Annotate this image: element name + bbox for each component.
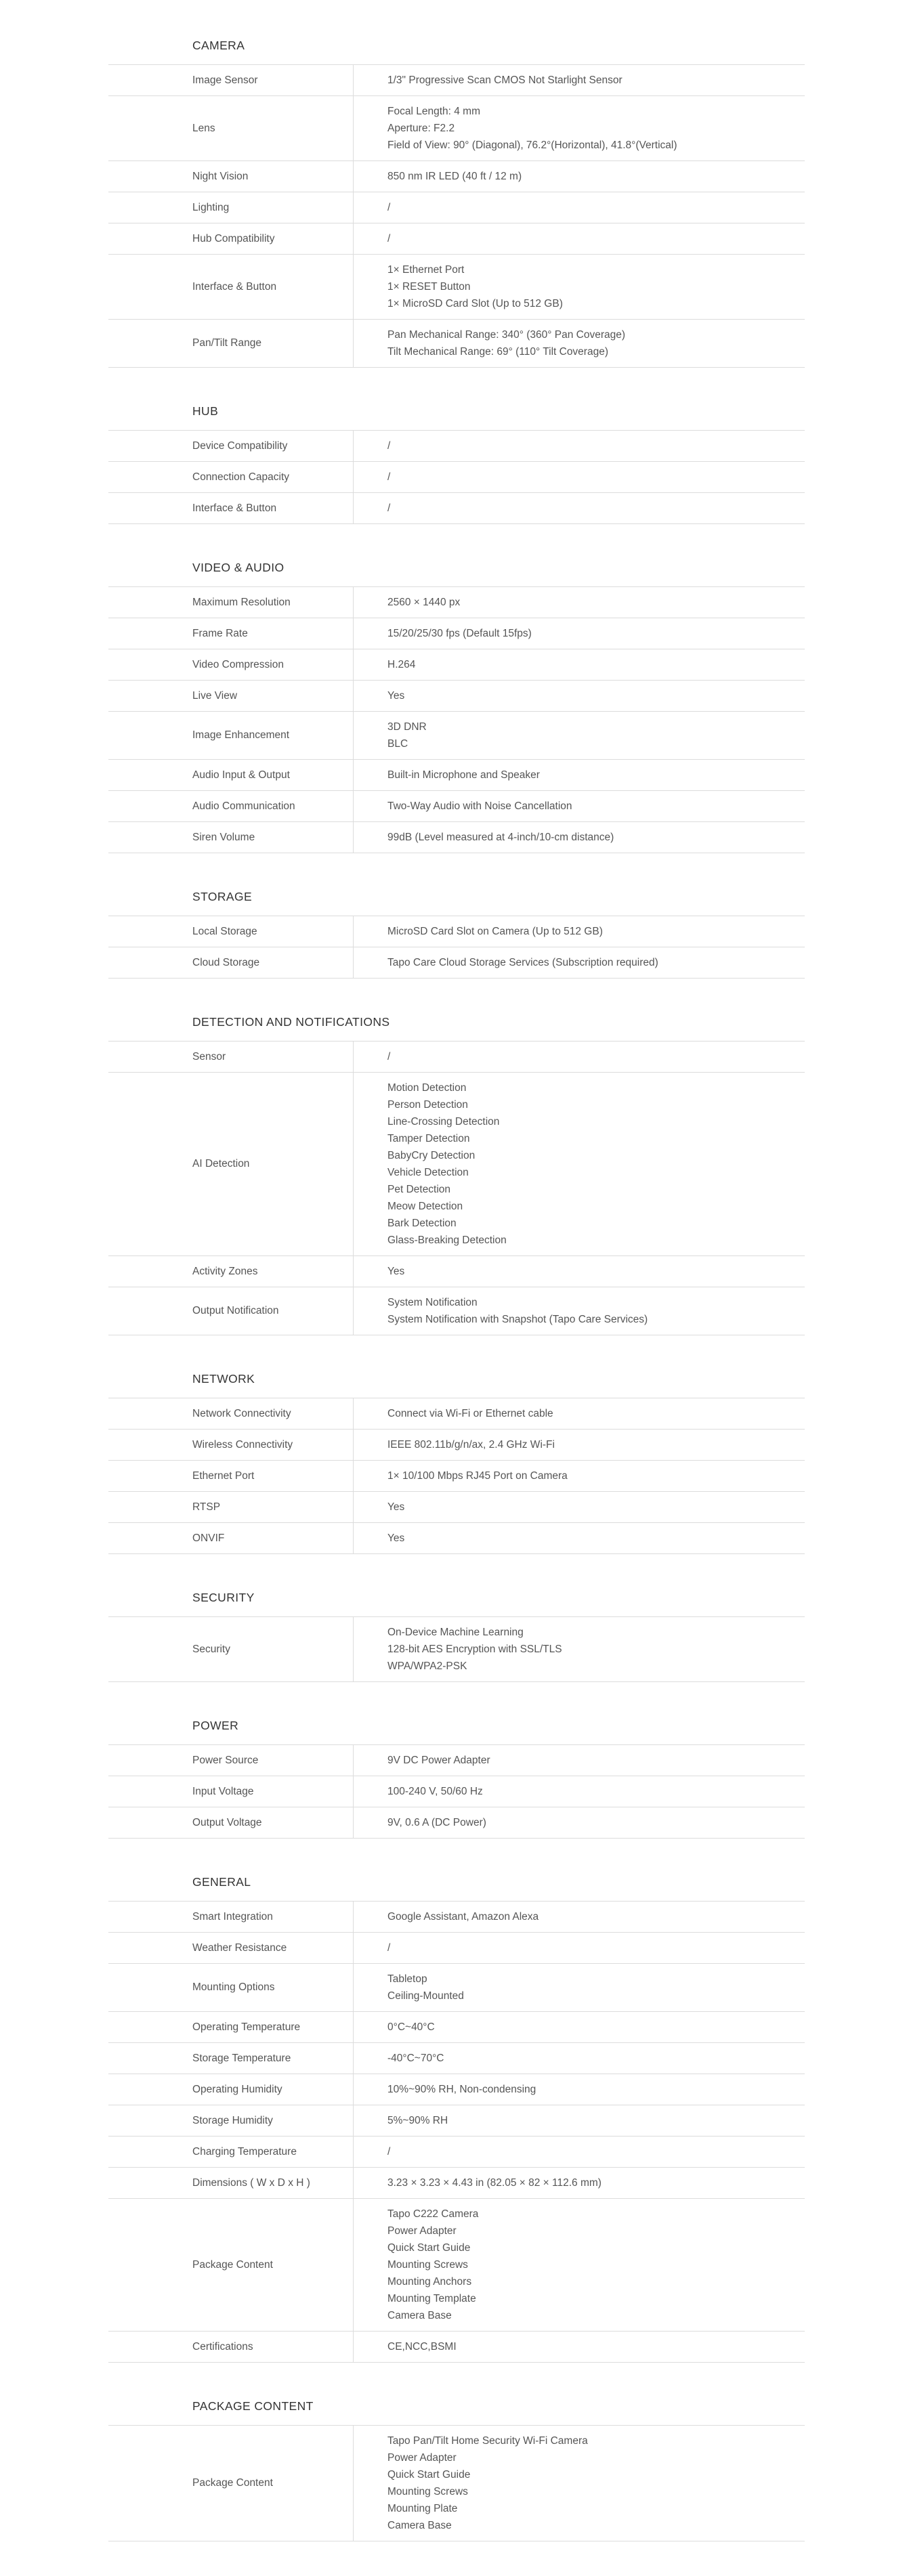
spec-value — [354, 161, 805, 192]
spec-value — [354, 822, 805, 853]
spec-label: ONVIF — [108, 1523, 354, 1553]
spec-value — [354, 223, 805, 254]
spec-value-line: Yes — [387, 1501, 405, 1513]
spec-value-line: BabyCry Detection — [387, 1150, 476, 1161]
spec-row-local-storage — [108, 916, 805, 947]
specifications-page — [108, 0, 805, 2541]
spec-section-video-audio — [108, 559, 805, 853]
spec-value-line: Field of View: 90° (Diagonal), 76.2°(Horizontal), 41.8°(Vertical) — [387, 139, 677, 151]
spec-value-line: Person Detection — [387, 1099, 468, 1111]
spec-section-detection-and-notifications — [108, 1013, 805, 1335]
spec-label: Operating Temperature — [108, 2012, 354, 2042]
spec-value-line: H.264 — [387, 659, 416, 670]
spec-row-package-content — [108, 2199, 805, 2332]
spec-value — [354, 2137, 805, 2167]
spec-label: Cloud Storage — [108, 947, 354, 978]
spec-value-line: 100-240 V, 50/60 Hz — [387, 1786, 483, 1797]
spec-value-line: Mounting Plate — [387, 2503, 458, 2514]
spec-value-line: Tapo Care Cloud Storage Services (Subscription required) — [387, 957, 658, 968]
spec-label: Wireless Connectivity — [108, 1430, 354, 1460]
spec-value-line: Glass-Breaking Detection — [387, 1235, 507, 1246]
spec-value-line: CE,NCC,BSMI — [387, 2341, 457, 2353]
spec-table — [108, 916, 805, 979]
spec-value-line: 3.23 × 3.23 × 4.43 in (82.05 × 82 × 112.6 mm) — [387, 2177, 602, 2189]
section-title: PACKAGE CONTENT — [192, 2399, 314, 2413]
spec-value — [354, 2426, 805, 2541]
spec-table — [108, 1041, 805, 1335]
spec-label: Input Voltage — [108, 1776, 354, 1807]
spec-value-line: System Notification with Snapshot (Tapo Care Services) — [387, 1314, 648, 1325]
spec-label: Maximum Resolution — [108, 587, 354, 618]
spec-row-activity-zones — [108, 1256, 805, 1287]
spec-value — [354, 760, 805, 790]
spec-row-storage-humidity — [108, 2105, 805, 2137]
spec-value-line: Ceiling-Mounted — [387, 1990, 464, 2002]
spec-value-line: / — [387, 1942, 391, 1954]
spec-value — [354, 65, 805, 95]
spec-row-ethernet-port — [108, 1461, 805, 1492]
spec-value-line: Power Adapter — [387, 2452, 457, 2464]
spec-label: Ethernet Port — [108, 1461, 354, 1491]
spec-value-line: 99dB (Level measured at 4-inch/10-cm distance) — [387, 832, 614, 843]
spec-value-line: Pan Mechanical Range: 340° (360° Pan Coverage) — [387, 329, 626, 341]
spec-label: Storage Temperature — [108, 2043, 354, 2074]
spec-value — [354, 1256, 805, 1287]
spec-value-line: 850 nm IR LED (40 ft / 12 m) — [387, 171, 522, 182]
spec-label: Image Enhancement — [108, 712, 354, 759]
section-title: POWER — [192, 1719, 239, 1732]
spec-table — [108, 586, 805, 853]
spec-table — [108, 1901, 805, 2363]
spec-value-line: Quick Start Guide — [387, 2242, 471, 2254]
section-title: HUB — [192, 404, 219, 418]
spec-value-line: Meow Detection — [387, 1201, 463, 1212]
spec-row-siren-volume — [108, 822, 805, 853]
spec-row-package-content — [108, 2426, 805, 2541]
spec-value-line: 10%~90% RH, Non-condensing — [387, 2084, 536, 2095]
spec-value — [354, 1776, 805, 1807]
spec-value-line: / — [387, 1051, 391, 1062]
spec-row-weather-resistance — [108, 1933, 805, 1964]
spec-value — [354, 493, 805, 523]
spec-label: Package Content — [108, 2199, 354, 2331]
spec-value-line: 1× Ethernet Port — [387, 264, 465, 276]
spec-table — [108, 1398, 805, 1554]
spec-row-video-compression — [108, 649, 805, 681]
spec-value — [354, 2168, 805, 2198]
spec-value — [354, 681, 805, 711]
spec-row-audio-communication — [108, 791, 805, 822]
spec-value-line: Tilt Mechanical Range: 69° (110° Tilt Coverage) — [387, 346, 608, 358]
spec-row-charging-temperature — [108, 2137, 805, 2168]
spec-value — [354, 1073, 805, 1255]
spec-label: Video Compression — [108, 649, 354, 680]
spec-value-line: Mounting Screws — [387, 2259, 468, 2271]
spec-label: Security — [108, 1617, 354, 1681]
spec-value — [354, 916, 805, 947]
spec-section-power — [108, 1717, 805, 1839]
spec-value — [354, 255, 805, 319]
spec-row-lighting — [108, 192, 805, 223]
spec-value-line: MicroSD Card Slot on Camera (Up to 512 GB) — [387, 926, 603, 937]
spec-value-line: / — [387, 502, 391, 514]
spec-row-live-view — [108, 681, 805, 712]
spec-section-security — [108, 1589, 805, 1682]
spec-value-line: Yes — [387, 1266, 405, 1277]
spec-value-line: 0°C~40°C — [387, 2021, 435, 2033]
spec-table — [108, 1744, 805, 1839]
spec-value-line: / — [387, 2146, 391, 2158]
spec-label: RTSP — [108, 1492, 354, 1522]
spec-section-network — [108, 1370, 805, 1554]
spec-value — [354, 96, 805, 160]
spec-row-smart-integration — [108, 1902, 805, 1933]
spec-value — [354, 649, 805, 680]
spec-value-line: Built-in Microphone and Speaker — [387, 769, 540, 781]
spec-row-maximum-resolution — [108, 587, 805, 618]
spec-value-line: Mounting Screws — [387, 2486, 468, 2497]
spec-row-night-vision — [108, 161, 805, 192]
spec-value-line: Tamper Detection — [387, 1133, 470, 1144]
spec-value-line: Line-Crossing Detection — [387, 1116, 500, 1128]
spec-value-line: / — [387, 440, 391, 452]
spec-value-line: / — [387, 471, 391, 483]
spec-section-camera — [108, 37, 805, 368]
spec-row-device-compatibility — [108, 431, 805, 462]
spec-value — [354, 1042, 805, 1072]
spec-value-line: 5%~90% RH — [387, 2115, 448, 2126]
spec-value-line: Pet Detection — [387, 1184, 451, 1195]
spec-label: Mounting Options — [108, 1964, 354, 2011]
spec-label: Output Voltage — [108, 1807, 354, 1838]
spec-row-output-voltage — [108, 1807, 805, 1839]
spec-value-line: 9V DC Power Adapter — [387, 1755, 490, 1766]
spec-row-pan-tilt-range — [108, 320, 805, 368]
spec-value — [354, 431, 805, 461]
spec-row-input-voltage — [108, 1776, 805, 1807]
spec-label: Hub Compatibility — [108, 223, 354, 254]
spec-value — [354, 791, 805, 821]
spec-value — [354, 1745, 805, 1776]
spec-value-line: Tapo C222 Camera — [387, 2208, 479, 2220]
spec-label: Interface & Button — [108, 493, 354, 523]
spec-value — [354, 1492, 805, 1522]
spec-value-line: Vehicle Detection — [387, 1167, 469, 1178]
spec-value — [354, 712, 805, 759]
spec-value-line: BLC — [387, 738, 408, 750]
spec-value — [354, 192, 805, 223]
spec-value-line: / — [387, 202, 391, 213]
spec-value-line: 15/20/25/30 fps (Default 15fps) — [387, 628, 532, 639]
spec-value-line: Tabletop — [387, 1973, 427, 1985]
spec-table — [108, 2425, 805, 2541]
spec-row-output-notification — [108, 1287, 805, 1335]
spec-row-connection-capacity — [108, 462, 805, 493]
spec-value — [354, 2105, 805, 2136]
spec-value-line: Tapo Pan/Tilt Home Security Wi-Fi Camera — [387, 2435, 588, 2447]
spec-table — [108, 1616, 805, 1682]
spec-value — [354, 1617, 805, 1681]
section-title: DETECTION AND NOTIFICATIONS — [192, 1015, 390, 1029]
spec-row-rtsp — [108, 1492, 805, 1523]
spec-row-frame-rate — [108, 618, 805, 649]
spec-section-storage — [108, 888, 805, 979]
spec-row-operating-humidity — [108, 2074, 805, 2105]
section-title: STORAGE — [192, 890, 253, 903]
spec-section-package-content — [108, 2397, 805, 2541]
spec-label: Local Storage — [108, 916, 354, 947]
spec-row-security — [108, 1617, 805, 1682]
spec-label: Night Vision — [108, 161, 354, 192]
spec-value-line: Aperture: F2.2 — [387, 123, 455, 134]
spec-value — [354, 1964, 805, 2011]
spec-value-line: / — [387, 233, 391, 244]
spec-label: Live View — [108, 681, 354, 711]
spec-row-certifications — [108, 2332, 805, 2363]
spec-label: Lighting — [108, 192, 354, 223]
spec-value-line: Yes — [387, 1532, 405, 1544]
spec-value — [354, 2074, 805, 2105]
spec-label: Dimensions ( W x D x H ) — [108, 2168, 354, 2198]
spec-label: Power Source — [108, 1745, 354, 1776]
spec-label: Smart Integration — [108, 1902, 354, 1932]
spec-value — [354, 320, 805, 367]
spec-value-line: -40°C~70°C — [387, 2053, 444, 2064]
spec-value — [354, 1430, 805, 1460]
spec-row-cloud-storage — [108, 947, 805, 979]
section-title: CAMERA — [192, 39, 245, 52]
spec-value — [354, 1902, 805, 1932]
spec-value-line: On-Device Machine Learning — [387, 1627, 524, 1638]
spec-label: Image Sensor — [108, 65, 354, 95]
spec-value-line: 3D DNR — [387, 721, 427, 733]
spec-label: Output Notification — [108, 1287, 354, 1335]
spec-label: Device Compatibility — [108, 431, 354, 461]
spec-label: Weather Resistance — [108, 1933, 354, 1963]
spec-label: AI Detection — [108, 1073, 354, 1255]
spec-value-line: Yes — [387, 690, 405, 702]
spec-value — [354, 1287, 805, 1335]
spec-row-audio-input-output — [108, 760, 805, 791]
spec-value-line: Mounting Anchors — [387, 2276, 472, 2288]
spec-value-line: Quick Start Guide — [387, 2469, 471, 2481]
spec-value — [354, 1523, 805, 1553]
spec-value — [354, 1933, 805, 1963]
spec-value — [354, 1807, 805, 1838]
spec-label: Storage Humidity — [108, 2105, 354, 2136]
spec-row-interface-button — [108, 255, 805, 320]
spec-value — [354, 2043, 805, 2074]
spec-value-line: 2560 × 1440 px — [387, 597, 461, 608]
spec-value-line: System Notification — [387, 1297, 478, 1308]
spec-row-mounting-options — [108, 1964, 805, 2012]
spec-value — [354, 2332, 805, 2362]
section-title: VIDEO & AUDIO — [192, 561, 284, 574]
spec-label: Charging Temperature — [108, 2137, 354, 2167]
spec-label: Frame Rate — [108, 618, 354, 649]
spec-value-line: Focal Length: 4 mm — [387, 106, 480, 117]
spec-label: Audio Communication — [108, 791, 354, 821]
spec-label: Interface & Button — [108, 255, 354, 319]
spec-label: Pan/Tilt Range — [108, 320, 354, 367]
spec-value — [354, 1461, 805, 1491]
spec-value-line: Connect via Wi-Fi or Ethernet cable — [387, 1408, 553, 1419]
spec-table — [108, 64, 805, 368]
spec-value-line: WPA/WPA2-PSK — [387, 1660, 467, 1672]
spec-value-line: 1× RESET Button — [387, 281, 471, 293]
spec-row-operating-temperature — [108, 2012, 805, 2043]
spec-value-line: 1× 10/100 Mbps RJ45 Port on Camera — [387, 1470, 568, 1482]
spec-row-wireless-connectivity — [108, 1430, 805, 1461]
spec-row-dimensions-w-x-d-x-h — [108, 2168, 805, 2199]
spec-label: Network Connectivity — [108, 1398, 354, 1429]
spec-value-line: IEEE 802.11b/g/n/ax, 2.4 GHz Wi-Fi — [387, 1439, 555, 1451]
spec-label: Audio Input & Output — [108, 760, 354, 790]
spec-row-lens — [108, 96, 805, 161]
spec-row-storage-temperature — [108, 2043, 805, 2074]
spec-value-line: Camera Base — [387, 2520, 452, 2531]
spec-value-line: 1/3" Progressive Scan CMOS Not Starlight Sensor — [387, 74, 623, 86]
spec-value — [354, 1398, 805, 1429]
spec-value — [354, 462, 805, 492]
section-title: GENERAL — [192, 1875, 251, 1889]
section-title: NETWORK — [192, 1372, 255, 1386]
spec-label: Lens — [108, 96, 354, 160]
spec-section-general — [108, 1873, 805, 2363]
spec-row-power-source — [108, 1745, 805, 1776]
spec-label: Certifications — [108, 2332, 354, 2362]
spec-row-image-sensor — [108, 65, 805, 96]
spec-value-line: 9V, 0.6 A (DC Power) — [387, 1817, 486, 1828]
spec-value-line: Power Adapter — [387, 2225, 457, 2237]
spec-label: Sensor — [108, 1042, 354, 1072]
spec-row-interface-button — [108, 493, 805, 524]
spec-value — [354, 2199, 805, 2331]
spec-value-line: Motion Detection — [387, 1082, 467, 1094]
spec-row-network-connectivity — [108, 1398, 805, 1430]
spec-label: Operating Humidity — [108, 2074, 354, 2105]
spec-value — [354, 618, 805, 649]
spec-value-line: Bark Detection — [387, 1218, 457, 1229]
spec-section-hub — [108, 402, 805, 524]
spec-row-image-enhancement — [108, 712, 805, 760]
spec-value — [354, 2012, 805, 2042]
spec-value-line: 1× MicroSD Card Slot (Up to 512 GB) — [387, 298, 563, 309]
spec-value-line: Camera Base — [387, 2310, 452, 2321]
spec-row-ai-detection — [108, 1073, 805, 1256]
spec-label: Siren Volume — [108, 822, 354, 853]
spec-value-line: Mounting Template — [387, 2293, 476, 2304]
spec-value — [354, 587, 805, 618]
spec-label: Package Content — [108, 2426, 354, 2541]
spec-row-onvif — [108, 1523, 805, 1554]
spec-row-sensor — [108, 1042, 805, 1073]
spec-value — [354, 947, 805, 978]
spec-row-hub-compatibility — [108, 223, 805, 255]
spec-label: Connection Capacity — [108, 462, 354, 492]
spec-value-line: 128-bit AES Encryption with SSL/TLS — [387, 1644, 562, 1655]
spec-table — [108, 430, 805, 524]
spec-value-line: Google Assistant, Amazon Alexa — [387, 1911, 539, 1923]
section-title: SECURITY — [192, 1591, 255, 1604]
spec-value-line: Two-Way Audio with Noise Cancellation — [387, 800, 572, 812]
spec-label: Activity Zones — [108, 1256, 354, 1287]
